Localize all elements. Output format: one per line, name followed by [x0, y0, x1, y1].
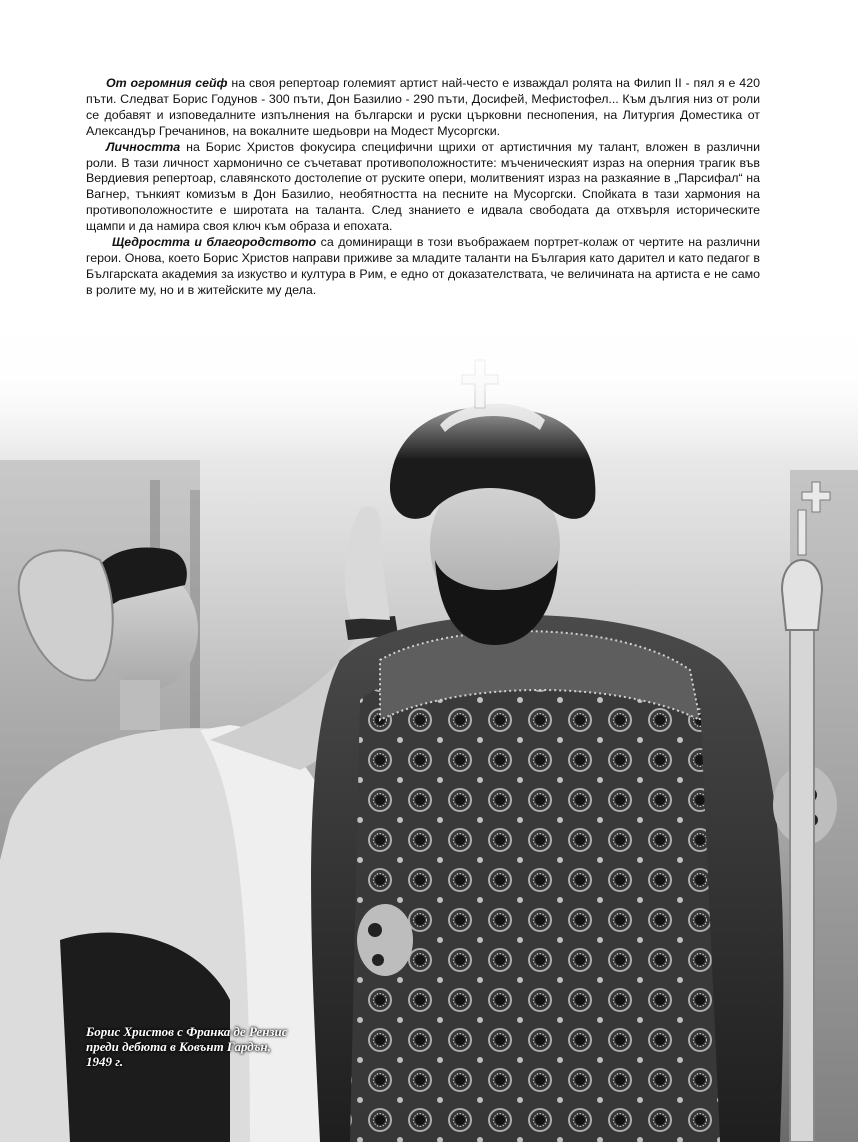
paragraph-2 — [86, 140, 760, 235]
paragraph-2-lead: Личността — [106, 139, 181, 154]
scepter-staff — [790, 630, 814, 1142]
scepter-orb — [782, 560, 822, 630]
paragraph-3 — [86, 235, 760, 299]
photo-caption — [86, 1024, 366, 1069]
robe-embroidery — [350, 663, 720, 1142]
caption-line-2: преди дебюта в Ковънт Гардън, — [86, 1039, 271, 1054]
caption-line-1: Борис Христов с Франка де Рензис — [86, 1024, 288, 1039]
paragraph-2-body: на Борис Христов фокусира специфични щрихи от артистичния му талант, вложен в различни роли. В тази личност хармонично се съчетават противоположностите: мъченическият израз на оперния трагик във Вердиевия репертоар, славянското достолепие от руските опери, молитвеният израз на разкаяние в „Парсифал“ на Вагнер, тънкият комизъм в Дон Базилио, необятността на песните на Мусоргски. Спойката в тази хармония на противоположностите е широтата на таланта. След знанието е идвала свободата да отхвърля историческите щампи и да намира своя ключ към образа и епохата. — [86, 139, 760, 234]
paragraph-1-lead: От огромния сейф — [106, 76, 228, 90]
caption-line-3: 1949 г. — [86, 1054, 124, 1069]
photograph — [0, 300, 858, 1142]
photo-top-fade — [0, 300, 858, 460]
paragraph-1 — [86, 76, 760, 140]
tsar-left-hand — [357, 904, 413, 976]
paragraph-3-body: са доминиращи в този въображаем портрет-колаж от чертите на различни герои. Онова, което Борис Христов направи приживе за младите таланти на България като дарител и като педагог в Българската академия за изкуство и култура в Рим, е едно от доказателствата, че величината на артиста е не само в ролите му, но и в житейските му дела. — [86, 235, 760, 297]
paragraph-1-body: на своя репертоар големият артист най-често е изваждал ролята на Филип II - пял я е 420 пъти. Следват Борис Годунов - 300 пъти, Дон Базилио - 290 пъти, Досифей, Мефистофел... Към дългия низ от роли се добавят и изповедалните изпълнения на български и руски църковни песнопения, на Литургия Доместика от Александър Гречанинов, на вокалните шедьоври на Модест Мусоргски. — [86, 76, 760, 138]
article-text — [86, 76, 760, 299]
paragraph-3-lead: Щедростта и благородството — [112, 235, 317, 250]
woman-hand — [345, 506, 390, 620]
